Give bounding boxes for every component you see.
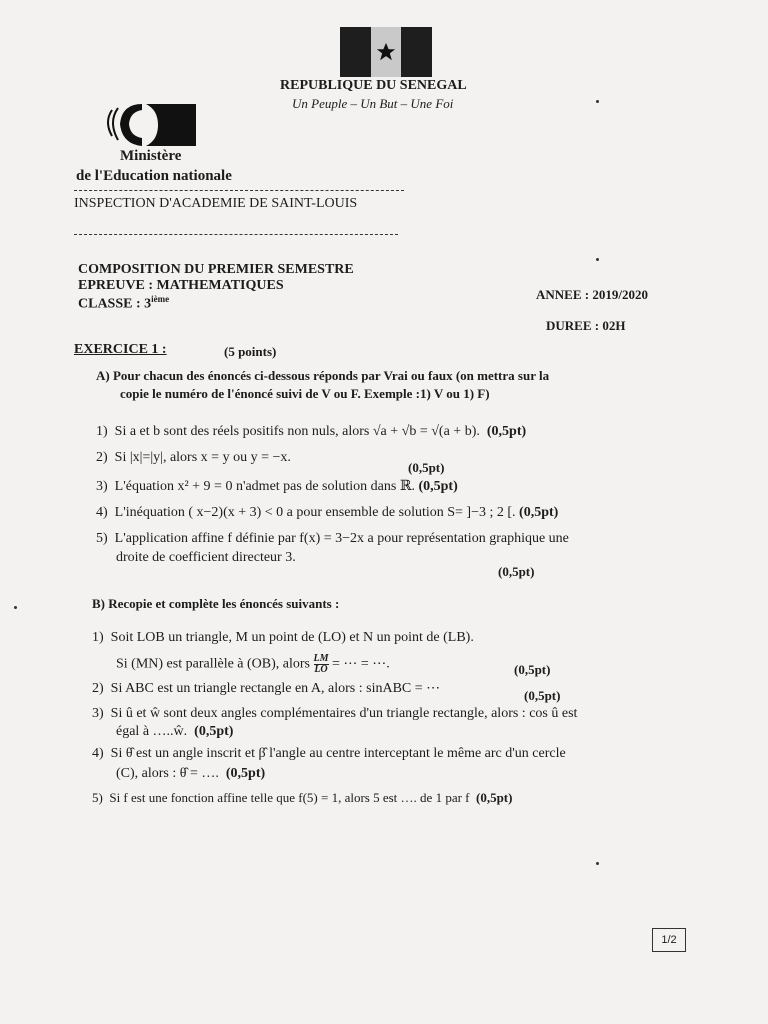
ministry-line2: de l'Education nationale: [76, 168, 232, 184]
ministry-line1: Ministère: [120, 148, 182, 164]
points-label: (0,5pt): [514, 662, 551, 677]
b-item: 3) Si û et ŵ sont deux angles complémentaires d'un triangle rectangle, alors : cos û est: [92, 706, 578, 721]
exam-year: ANNEE : 2019/2020: [536, 287, 648, 302]
republic-motto: Un Peuple – Un But – Une Foi: [292, 96, 454, 111]
points-label: (0,5pt): [498, 564, 535, 579]
a-item: 3) L'équation x² + 9 = 0 n'admet pas de solution dans ℝ. (0,5pt): [96, 479, 458, 494]
exam-title: COMPOSITION DU PREMIER SEMESTRE: [78, 262, 354, 277]
ministry-logo: [102, 100, 200, 152]
scan-dot: [14, 606, 17, 609]
b-item-cont: Si (MN) est parallèle à (OB), alors $\frac{LM}{LO}$ = ⋯ = ⋯.: [116, 653, 390, 675]
inspection-title: INSPECTION D'ACADEMIE DE SAINT-LOUIS: [74, 196, 358, 211]
exercise-points: (5 points): [224, 344, 277, 359]
scan-dot: [596, 862, 599, 865]
b-item: 4) Si θ̂ est un angle inscrit et β̂ l'angle au centre interceptant le même arc d'un cercle: [92, 746, 566, 761]
part-a-instruction-2: copie le numéro de l'énoncé suivi de V ou F. Exemple :1) V ou 1) F): [120, 386, 490, 401]
page-number: 1/2: [652, 928, 686, 952]
part-b-instruction: B) Recopie et complète les énoncés suivants :: [92, 596, 340, 611]
senegal-flag: [340, 27, 432, 77]
b-item: 1) Soit LOB un triangle, M un point de (LO) et N un point de (LB).: [92, 630, 474, 645]
b-item: 2) Si ABC est un triangle rectangle en A, alors : sinABC = ⋯: [92, 681, 441, 696]
exam-class: CLASSE : 3ième: [78, 294, 170, 312]
exam-duration: DUREE : 02H: [546, 318, 626, 333]
points-label: (0,5pt): [408, 460, 445, 475]
a-item: 1) Si a et b sont des réels positifs non nuls, alors √a + √b = √(a + b). (0,5pt): [96, 424, 527, 439]
a-item: 5) L'application affine f définie par f(x) = 3−2x a pour représentation graphique une: [96, 531, 569, 546]
part-a-instruction: A) Pour chacun des énoncés ci-dessous réponds par Vrai ou faux (on mettra sur la: [96, 368, 550, 383]
divider: [74, 234, 398, 235]
a-item: 2) Si |x|=|y|, alors x = y ou y = −x.: [96, 450, 291, 465]
b-item-cont: égal à …..ŵ. (0,5pt): [116, 724, 234, 739]
b-item: 5) Si f est une fonction affine telle que f(5) = 1, alors 5 est …. de 1 par f (0,5pt): [92, 790, 513, 805]
exercise-title: EXERCICE 1 :: [74, 342, 167, 357]
exam-subject: EPREUVE : MATHEMATIQUES: [78, 278, 284, 293]
republic-title: REPUBLIQUE DU SENEGAL: [280, 78, 467, 93]
scan-dot: [596, 258, 599, 261]
divider: [74, 190, 404, 191]
a-item: 4) L'inéquation ( x−2)(x + 3) < 0 a pour ensemble de solution S= ]−3 ; 2 [. (0,5pt): [96, 505, 559, 520]
star-icon: [375, 41, 397, 63]
b-item-cont: (C), alors : θ̂ = …. (0,5pt): [116, 766, 266, 781]
scan-dot: [596, 100, 599, 103]
points-label: (0,5pt): [524, 688, 561, 703]
a-item-cont: droite de coefficient directeur 3.: [116, 550, 296, 565]
